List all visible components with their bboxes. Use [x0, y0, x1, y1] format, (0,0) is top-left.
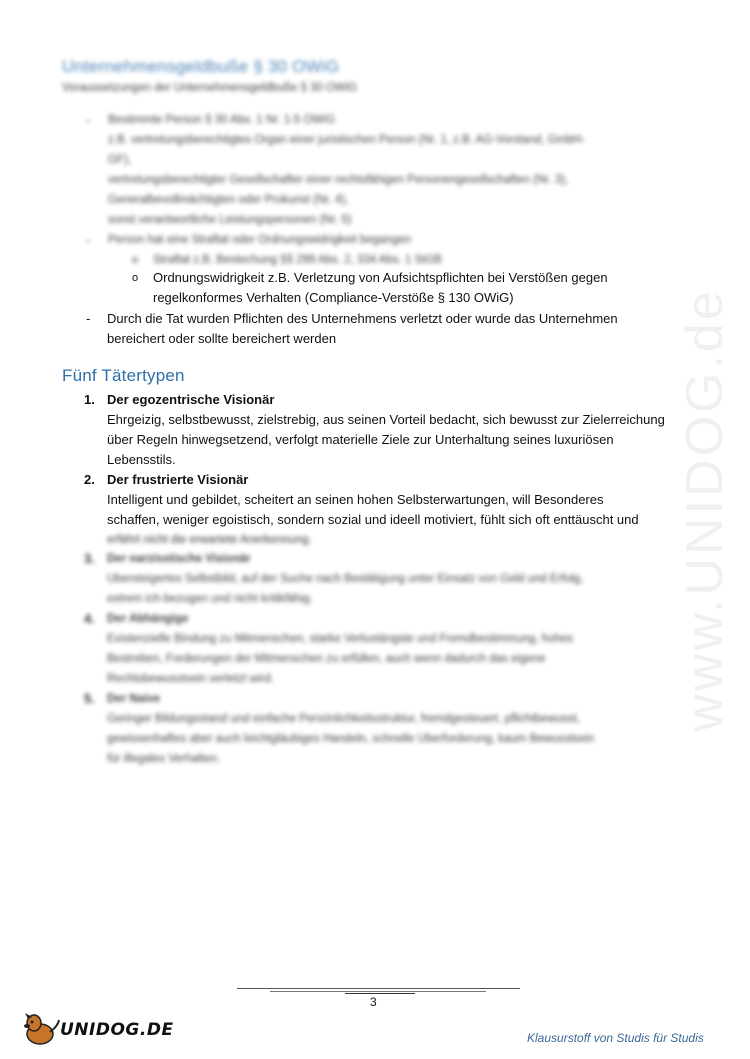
list-number: 3.: [84, 551, 95, 566]
list-number: 5.: [84, 691, 95, 706]
paragraph-line: extrem ich-bezogen und nicht kritikfähig.: [107, 593, 313, 605]
paragraph-line: Existenzielle Bindung zu Mitmenschen, starke Verlustängste und Fremdbestimmung, hohes: [107, 633, 573, 645]
list-bullet: -: [86, 112, 91, 127]
heading-unternehmensgeldbusse: Unternehmensgeldbuße § 30 OWiG: [62, 57, 340, 76]
paragraph-line: bereichert oder sollte bereichert werden: [107, 331, 337, 346]
type-title: Der Naive: [107, 693, 161, 705]
watermark: [665, 280, 745, 740]
paragraph-line: über Regeln hinwegsetzend, verfolgt materielle Ziele zur Unterhaltung seines luxuriösen: [107, 432, 614, 447]
page-number: 3: [370, 995, 377, 1009]
paragraph-line: gewissenhaftes aber auch leichtgläubiges Handeln, schnelle Überforderung, kaum Bewusstsein: [107, 733, 595, 745]
footer-rule: [237, 988, 520, 989]
list-item-text: GF),: [108, 154, 131, 166]
watermark-text: www.UNIDOG.de: [676, 288, 734, 732]
paragraph-line: Intelligent und gebildet, scheitert an seinen hohen Selbsterwartungen, will Besonderes: [107, 492, 604, 507]
footer-rule: [345, 993, 415, 994]
list-number: 4.: [84, 611, 95, 626]
paragraph-line: Geringer Bildungsstand und einfache Persönlichkeitsstruktur, fremdgesteuert, pflichtbewusst,: [107, 713, 581, 725]
dog-icon: [22, 1012, 62, 1048]
type-title: Der Abhängige: [107, 613, 189, 625]
list-item-text: z.B. vertretungsberechtigtes Organ einer juristischen Person (Nr. 1, z.B. AG-Vorstand, GmbH-: [108, 134, 585, 146]
paragraph-line: regelkonformes Verhalten (Compliance-Verstöße § 130 OWiG): [153, 290, 514, 305]
footer-tagline: Klausurstoff von Studis für Studis: [527, 1031, 704, 1045]
paragraph-line: Lebensstils.: [107, 452, 176, 467]
paragraph-line: schaffen, weniger egoistisch, sondern sozial und ideell motiviert, fühlt sich oft enttäuscht und: [107, 512, 639, 527]
paragraph-line: Bestreben, Forderungen der Mitmenschen zu erfüllen, auch wenn dadurch das eigene: [107, 653, 546, 665]
list-item-text: Straftat z.B. Bestechung §§ 299 Abs. 2, 334 Abs. 1 StGB: [153, 254, 442, 266]
paragraph-line: Durch die Tat wurden Pflichten des Unternehmens verletzt oder wurde das Unternehmen: [107, 311, 618, 326]
subheading-voraussetzungen: Voraussetzungen der Unternehmensgeldbuße § 30 OWiG: [62, 82, 358, 94]
list-number: 2.: [84, 472, 95, 487]
list-item-text: sonst verantwortliche Leistungspersonen (Nr. 5): [108, 214, 352, 226]
list-number: 1.: [84, 392, 95, 407]
type-title: Der frustrierte Visionär: [107, 472, 249, 487]
type-title: Der narzisstische Visionär: [107, 553, 251, 565]
paragraph-line: Rechtsbewusstsein verletzt wird.: [107, 673, 274, 685]
paragraph-line: Ehrgeizig, selbstbewusst, zielstrebig, aus seinen Vorteil bedacht, sich bewusst zur Zielerreichung: [107, 412, 665, 427]
list-item-text: Bestimmte Person § 30 Abs. 1 Nr. 1-5 OWiG: [108, 114, 335, 126]
paragraph-line: erfährt nicht die erwartete Anerkennung.: [107, 534, 312, 546]
list-bullet: -: [86, 311, 91, 326]
list-item-text: vertretungsberechtigter Gesellschafter einer rechtsfähigen Personengesellschaften (Nr. 3),: [108, 174, 569, 186]
type-title: Der egozentrische Visionär: [107, 392, 275, 407]
paragraph-line: Übersteigertes Selbstbild, auf der Suche nach Bestätigung unter Einsatz von Geld und Erfolg,: [107, 573, 584, 585]
footer-rule: [270, 991, 486, 992]
unidog-logo: [22, 1012, 174, 1048]
sub-bullet: o: [132, 254, 139, 266]
list-bullet: -: [86, 232, 91, 247]
paragraph-line: für illegales Verhalten.: [107, 753, 221, 765]
paragraph-line: Ordnungswidrigkeit z.B. Verletzung von Aufsichtspflichten bei Verstößen gegen: [153, 270, 608, 285]
logo-text: UNIDOG.DE: [60, 1020, 174, 1040]
heading-fuenf-taetertypen: Fünf Tätertypen: [62, 366, 185, 385]
list-item-text: Generalbevollmächtigten oder Prokurist (Nr. 4),: [108, 194, 349, 206]
list-item-text: Person hat eine Straftat oder Ordnungswidrigkeit begangen: [108, 234, 412, 246]
sub-bullet: o: [132, 272, 139, 284]
